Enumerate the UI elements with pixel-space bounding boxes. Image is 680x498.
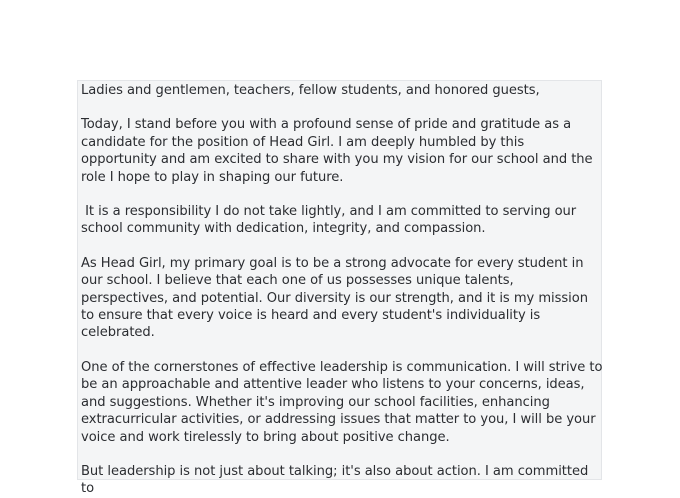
paragraph-responsibility: It is a responsibility I do not take lightly, and I am committed to serving our school community with dedication, integrity, and compassion. xyxy=(81,204,581,237)
paragraph-advocacy: As Head Girl, my primary goal is to be a strong advocate for every student in our school. I believe that each one of us possesses unique talents, perspectives, and potential. Our diversity is our strength, and it is my mission to ensure that every voice is heard and every student's individuality is celebrated. xyxy=(81,255,588,341)
paragraph-action: But leadership is not just about talking; it's also about action. I am committed to xyxy=(81,463,589,497)
paragraph-introduction: Today, I stand before you with a profound sense of pride and gratitude as a candidate for the position of Head Girl. I am deeply humbled by this opportunity and am excited to share with you my vision for our school and the role I hope to play in shaping our future. xyxy=(81,117,593,185)
paragraph-communication: One of the cornerstones of effective leadership is communication. I will strive to be an approachable and attentive leader who listens to your concerns, ideas, and suggestions. Whether it's improving our school facilities, enhancing extracurricular activities, or addressing issues that matter to you, I will be your voice and work tirelessly to bring about positive change. xyxy=(81,359,603,445)
speech-text-box[interactable] xyxy=(77,80,603,497)
paragraph-greeting: Ladies and gentlemen, teachers, fellow students, and honored guests, xyxy=(81,83,540,98)
